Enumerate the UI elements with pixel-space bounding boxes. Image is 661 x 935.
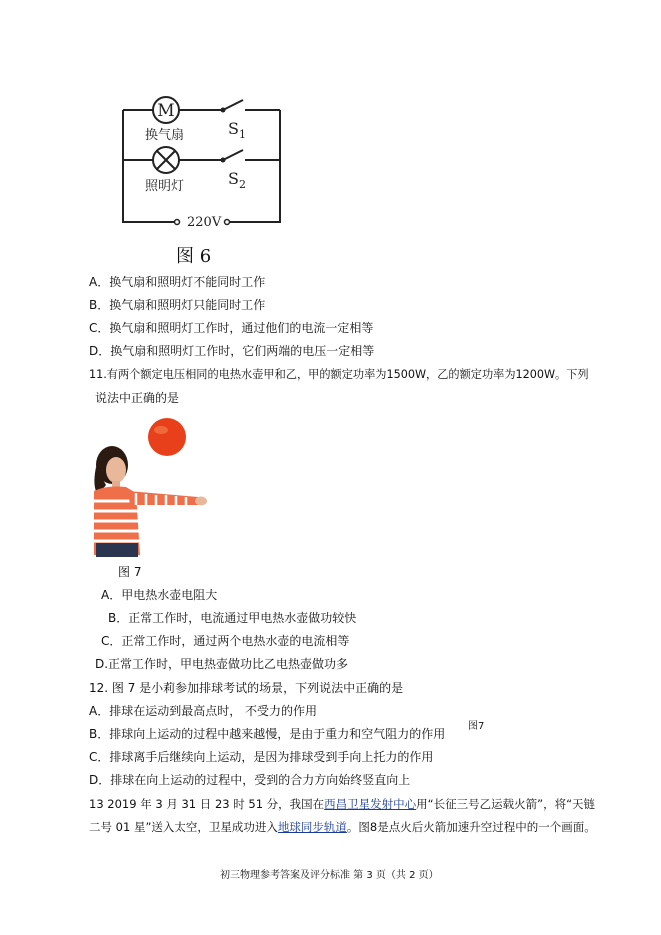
q10-option-a: A．换气扇和照明灯不能同时工作: [89, 275, 266, 289]
q12-option-a: A．排球在运动到最高点时， 不受力的作用: [89, 704, 318, 718]
figure-6-circuit: [115, 92, 290, 232]
figure-7-side-label: 图7: [468, 721, 485, 732]
q13-line1: 13 2019 年 3 月 31 日 23 时 51 分，我国在西昌卫星发射中心用“长征三号乙运载火箭”，将“天链: [89, 797, 596, 811]
q11-option-d: D.正常工作时，甲电热壶做功比乙电热壶做功多: [95, 657, 349, 671]
figure-7-caption: 图 7: [118, 565, 142, 579]
lamp-symbol: [153, 147, 179, 173]
lamp-label: 照明灯: [145, 179, 185, 194]
q11-stem-line2: 说法中正确的是: [95, 391, 180, 405]
q12-option-b: B．排球向上运动的过程中越来越慢，是由于重力和空气阻力的作用: [89, 727, 446, 741]
q11-option-b: B．正常工作时，电流通过甲电热水壶做功较快: [108, 611, 357, 625]
geosync-orbit-link[interactable]: 地球同步轨道: [277, 820, 347, 834]
q13-line2: 二号 01 星”送入太空，卫星成功进入地球同步轨道。图8是点火后火箭加速升空过程中的一个画面。: [89, 820, 596, 834]
q10-option-b: B．换气扇和照明灯只能同时工作: [89, 298, 266, 312]
figure-7-photo: [86, 415, 208, 557]
fan-label: 换气扇: [145, 128, 185, 143]
q11-option-a: A．甲电热水壶电阻大: [101, 588, 218, 602]
q10-option-c: C．换气扇和照明灯工作时，通过他们的电流一定相等: [89, 321, 374, 335]
q11-stem-line1: 11.有两个额定电压相同的电热水壶甲和乙，甲的额定功率为1500W，乙的额定功率为1200W。下列: [89, 368, 589, 381]
switch-2-label: $S_2$: [228, 169, 246, 191]
q11-option-c: C．正常工作时，通过两个电热水壶的电流相等: [101, 634, 350, 648]
q12-option-d: D．排球在向上运动的过程中，受到的合力方向始终竖直向上: [89, 773, 411, 787]
q12-stem: 12. 图 7 是小莉参加排球考试的场景，下列说法中正确的是: [89, 681, 404, 695]
page-footer: 初三物理参考答案及评分标准 第 3 页（共 2 页）: [220, 870, 439, 881]
q10-option-d: D．换气扇和照明灯工作时，它们两端的电压一定相等: [89, 344, 375, 358]
voltage-label: 220V: [187, 215, 222, 230]
q12-option-c: C．排球离手后继续向上运动，是因为排球受到手向上托力的作用: [89, 750, 434, 764]
xichang-launch-center-link[interactable]: 西昌卫星发射中心: [324, 797, 417, 811]
switch-1-label: $S_1$: [228, 119, 246, 141]
volleyball: [148, 418, 186, 456]
svg-text:M: M: [157, 101, 175, 121]
figure-6-caption: 图 6: [176, 246, 212, 267]
